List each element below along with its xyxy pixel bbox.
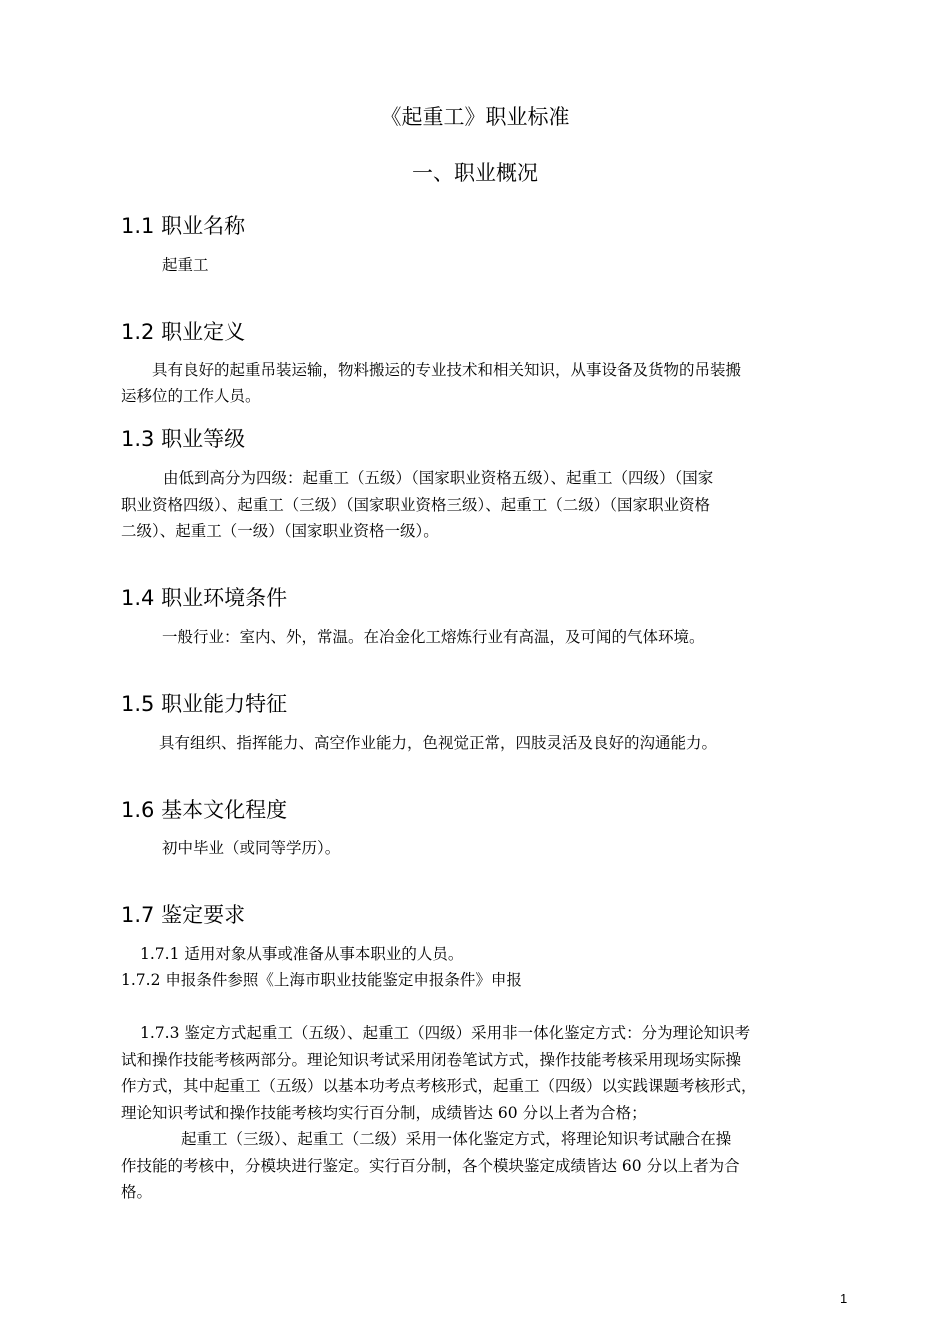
section-heading-1-6: 1.6 基本文化程度 bbox=[121, 798, 288, 822]
page-number: 1 bbox=[840, 1291, 848, 1306]
section-text-1-7-3-line-2: 试和操作技能考核两部分。理论知识考试采用闭卷笔试方式，操作技能考核采用现场实际操 bbox=[121, 1051, 742, 1069]
section-text-1-2-line-2: 运移位的工作人员。 bbox=[121, 387, 261, 405]
section-text-1-7-3-line-4: 理论知识考试和操作技能考核均实行百分制，成绩皆达 60 分以上者为合格； bbox=[121, 1104, 647, 1122]
section-text-1-1: 起重工 bbox=[162, 256, 209, 274]
section-text-1-4: 一般行业：室内、外，常温。在冶金化工熔炼行业有高温，及可闻的气体环境。 bbox=[162, 628, 705, 646]
section-text-1-7-3-line-3: 作方式，其中起重工（五级）以基本功考点考核形式，起重工（四级）以实践课题考核形式， bbox=[121, 1077, 757, 1095]
section-text-1-7-3-line-1: 1.7.3 鉴定方式起重工（五级）、起重工（四级）采用非一体化鉴定方式：分为理论知识考 bbox=[140, 1024, 751, 1042]
section-text-1-3-line-2: 职业资格四级）、起重工（三级）（国家职业资格三级）、起重工（二级）（国家职业资格 bbox=[121, 496, 711, 514]
section-heading-1-1: 1.1 职业名称 bbox=[121, 214, 246, 238]
section-text-1-7-3-line-6: 作技能的考核中，分模块进行鉴定。实行百分制，各个模块鉴定成绩皆达 60 分以上者为合 bbox=[121, 1157, 740, 1175]
chapter-heading: 一、职业概况 bbox=[412, 161, 538, 185]
section-text-1-6: 初中毕业（或同等学历）。 bbox=[162, 839, 341, 857]
section-heading-1-2: 1.2 职业定义 bbox=[121, 320, 246, 344]
section-heading-1-4: 1.4 职业环境条件 bbox=[121, 586, 288, 610]
section-heading-1-5: 1.5 职业能力特征 bbox=[121, 692, 288, 716]
section-text-1-7-2: 1.7.2 申报条件参照《上海市职业技能鉴定申报条件》申报 bbox=[121, 971, 522, 989]
section-text-1-3-line-3: 二级）、起重工（一级）（国家职业资格一级）。 bbox=[121, 522, 439, 540]
section-heading-1-7: 1.7 鉴定要求 bbox=[121, 903, 246, 927]
section-text-1-2-line-1: 具有良好的起重吊装运输，物料搬运的专业技术和相关知识，从事设备及货物的吊装搬 bbox=[152, 361, 742, 379]
section-heading-1-3: 1.3 职业等级 bbox=[121, 427, 246, 451]
section-text-1-7-3-line-7: 格。 bbox=[121, 1183, 153, 1201]
document-title: 《起重工》职业标准 bbox=[380, 105, 570, 129]
section-text-1-7-1: 1.7.1 适用对象从事或准备从事本职业的人员。 bbox=[140, 945, 464, 963]
section-text-1-7-3-line-5: 起重工（三级）、起重工（二级）采用一体化鉴定方式，将理论知识考试融合在操 bbox=[181, 1130, 732, 1148]
section-text-1-3-line-1: 由低到高分为四级：起重工（五级）（国家职业资格五级）、起重工（四级）（国家 bbox=[163, 469, 714, 487]
section-text-1-5: 具有组织、指挥能力、高空作业能力，色视觉正常，四肢灵活及良好的沟通能力。 bbox=[159, 734, 718, 752]
